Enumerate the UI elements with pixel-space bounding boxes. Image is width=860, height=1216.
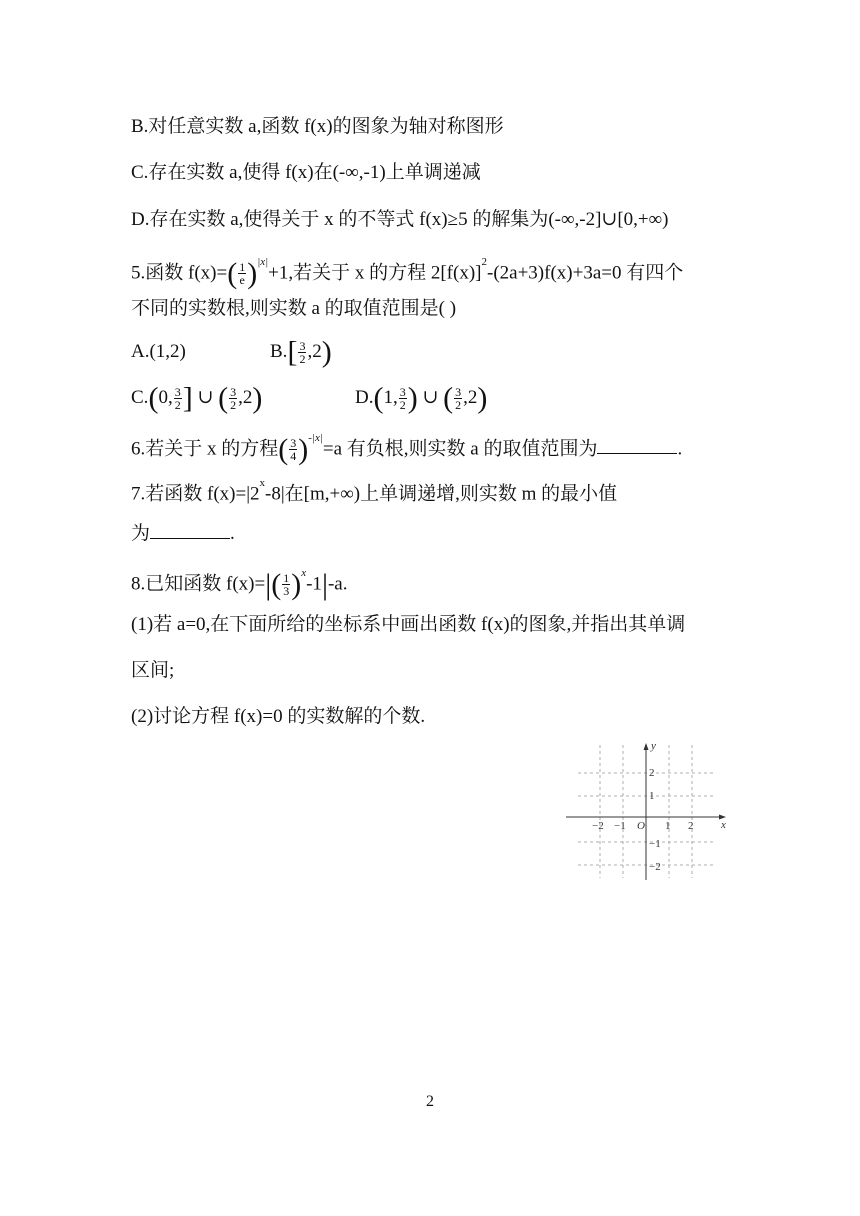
y-tick-label: −1 bbox=[649, 838, 661, 850]
question-8-part1-line1: (1)若 a=0,在下面所给的坐标系中画出函数 f(x)的图象,并指出其单调 bbox=[131, 614, 686, 635]
option-c: C.(0, $\frac{3}{2}$ ] ∪ ( $\frac{3}{2}$ ,2) bbox=[131, 381, 263, 415]
y-tick-label: 1 bbox=[649, 790, 655, 802]
answer-blank bbox=[597, 437, 677, 454]
x-tick-label: −1 bbox=[614, 820, 626, 832]
y-tick-label: 2 bbox=[649, 767, 655, 779]
question-7-line1: 7.若函数 $f(x)=|2^x-8|$在[m,+∞)上单调递增,则实数 m 的最小值 bbox=[131, 477, 618, 505]
fraction-one-over-e: $\frac{1}{e}$ bbox=[239, 260, 246, 288]
question-5-options-cd bbox=[131, 381, 731, 415]
y-axis-label: y bbox=[651, 740, 656, 752]
question-5-line1: 5.函数 f(x)=( $\frac{1}{e}$ )$^{|x|}$+1,若关于 x 的方程 $2[f(x)]^2-(2a+3)f(x)+3a=0$ 有四个 bbox=[131, 256, 684, 290]
question-6: 6.若关于 x 的方程( $\frac{3}{4}$ )$^{-|x|}$=a 有负根,则实数 a 的取值范围为 . bbox=[131, 432, 683, 466]
x-tick-label: 2 bbox=[688, 820, 694, 832]
fraction-one-over-three: $\frac{1}{3}$ bbox=[283, 571, 290, 599]
option-a: A.(1,2) bbox=[131, 341, 186, 362]
option-b: B.[ $\frac{3}{2}$ ,2) bbox=[270, 335, 332, 369]
x-tick-label: 1 bbox=[665, 820, 671, 832]
question-7-line2: 为 . bbox=[131, 523, 235, 544]
page-number: 2 bbox=[426, 1093, 434, 1110]
y-tick-label: −2 bbox=[649, 861, 661, 873]
question-5-line2: 不同的实数根,则实数 a 的取值范围是( ) bbox=[131, 298, 457, 319]
option-b-line: B.对任意实数 a,函数 f(x)的图象为轴对称图形 bbox=[131, 116, 504, 137]
option-d-line: D.存在实数 a,使得关于 x 的不等式 f(x)≥5 的解集为(-∞,-2]∪[0,+∞) bbox=[131, 209, 669, 230]
answer-blank bbox=[150, 522, 230, 539]
fraction-three-over-four: $\frac{3}{4}$ bbox=[290, 436, 297, 464]
question-8: 8.已知函数 f(x)=|( $\frac{1}{3}$ )$^x$-1|-a. bbox=[131, 567, 348, 601]
x-tick-label: −2 bbox=[592, 820, 604, 832]
question-5-options-ab bbox=[131, 335, 731, 369]
x-axis-label: x bbox=[721, 819, 726, 831]
y-axis-arrow-icon bbox=[644, 743, 649, 750]
option-d: D.(1, $\frac{3}{2}$ ) ∪ ( $\frac{3}{2}$ ,2) bbox=[355, 381, 488, 415]
question-8-part1-line2: 区间; bbox=[131, 660, 175, 681]
question-8-part2: (2)讨论方程 f(x)=0 的实数解的个数. bbox=[131, 706, 426, 727]
coordinate-system-figure bbox=[563, 740, 733, 885]
origin-label: O bbox=[637, 820, 645, 832]
option-c-line: C.存在实数 a,使得 f(x)在(-∞,-1)上单调递减 bbox=[131, 162, 481, 183]
